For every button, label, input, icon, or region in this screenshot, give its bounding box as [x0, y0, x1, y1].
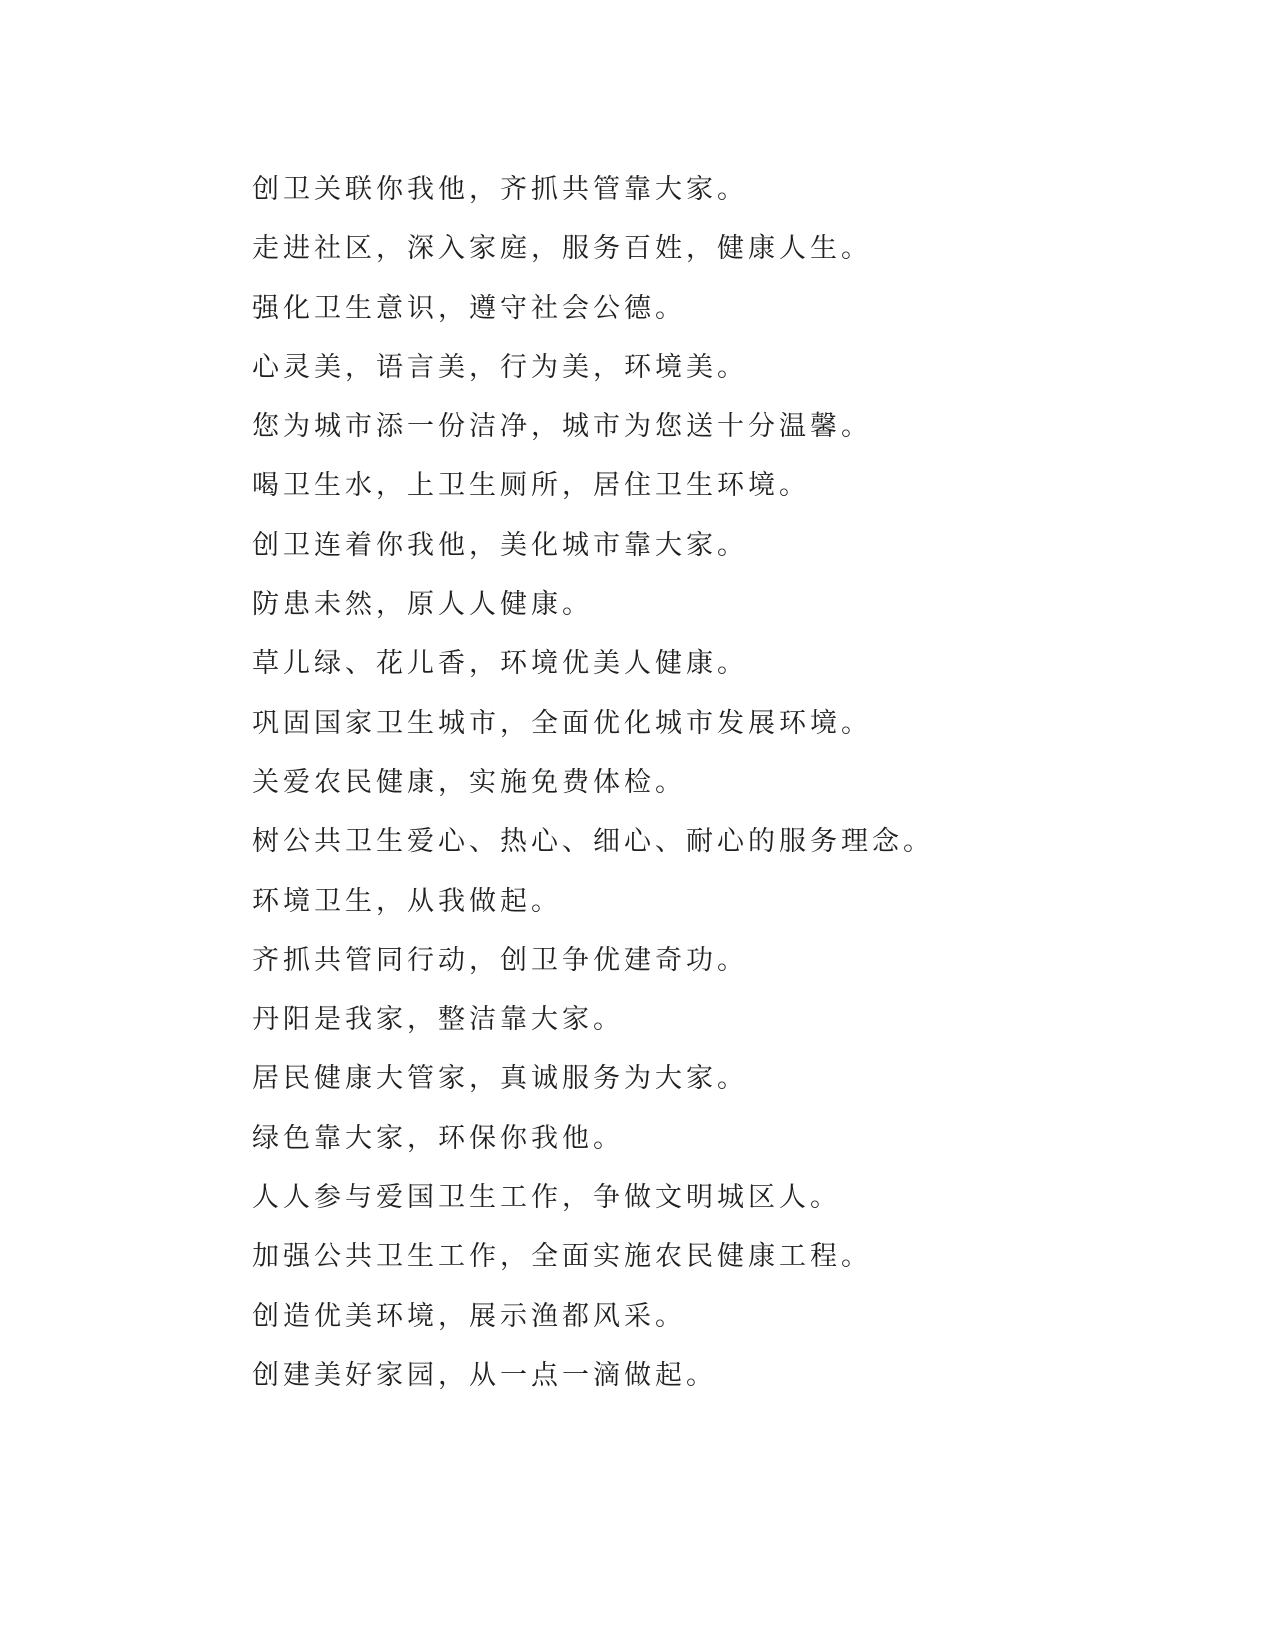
slogan-line: 草儿绿、花儿香，环境优美人健康。 [252, 648, 748, 680]
slogan-line: 树公共卫生爱心、热心、细心、耐心的服务理念。 [252, 826, 934, 858]
slogan-line: 走进社区，深入家庭，服务百姓，健康人生。 [252, 233, 872, 265]
slogan-line: 齐抓共管同行动，创卫争优建奇功。 [252, 944, 748, 976]
slogan-line: 巩固国家卫生城市，全面优化城市发展环境。 [252, 707, 872, 739]
slogan-line: 强化卫生意识，遵守社会公德。 [252, 292, 686, 324]
slogan-line: 人人参与爱国卫生工作，争做文明城区人。 [252, 1182, 841, 1214]
slogan-line: 加强公共卫生工作，全面实施农民健康工程。 [252, 1241, 872, 1273]
slogan-line: 喝卫生水，上卫生厕所，居住卫生环境。 [252, 470, 810, 502]
slogan-line: 创卫连着你我他，美化城市靠大家。 [252, 529, 748, 561]
slogan-line: 心灵美，语言美，行为美，环境美。 [252, 351, 748, 383]
slogan-line: 丹阳是我家，整洁靠大家。 [252, 1004, 624, 1036]
slogan-line: 创卫关联你我他，齐抓共管靠大家。 [252, 174, 748, 205]
slogan-list [252, 160, 1152, 1405]
slogan-line: 创建美好家园，从一点一滴做起。 [252, 1359, 717, 1391]
slogan-line: 环境卫生，从我做起。 [252, 885, 562, 917]
slogan-line: 防患未然，原人人健康。 [252, 589, 593, 621]
slogan-line: 居民健康大管家，真诚服务为大家。 [252, 1063, 748, 1095]
slogan-line: 创造优美环境，展示渔都风采。 [252, 1300, 686, 1332]
slogan-line: 绿色靠大家，环保你我他。 [252, 1122, 624, 1154]
slogan-line: 关爱农民健康，实施免费体检。 [252, 766, 686, 798]
slogan-line: 您为城市添一份洁净，城市为您送十分温馨。 [252, 411, 872, 443]
